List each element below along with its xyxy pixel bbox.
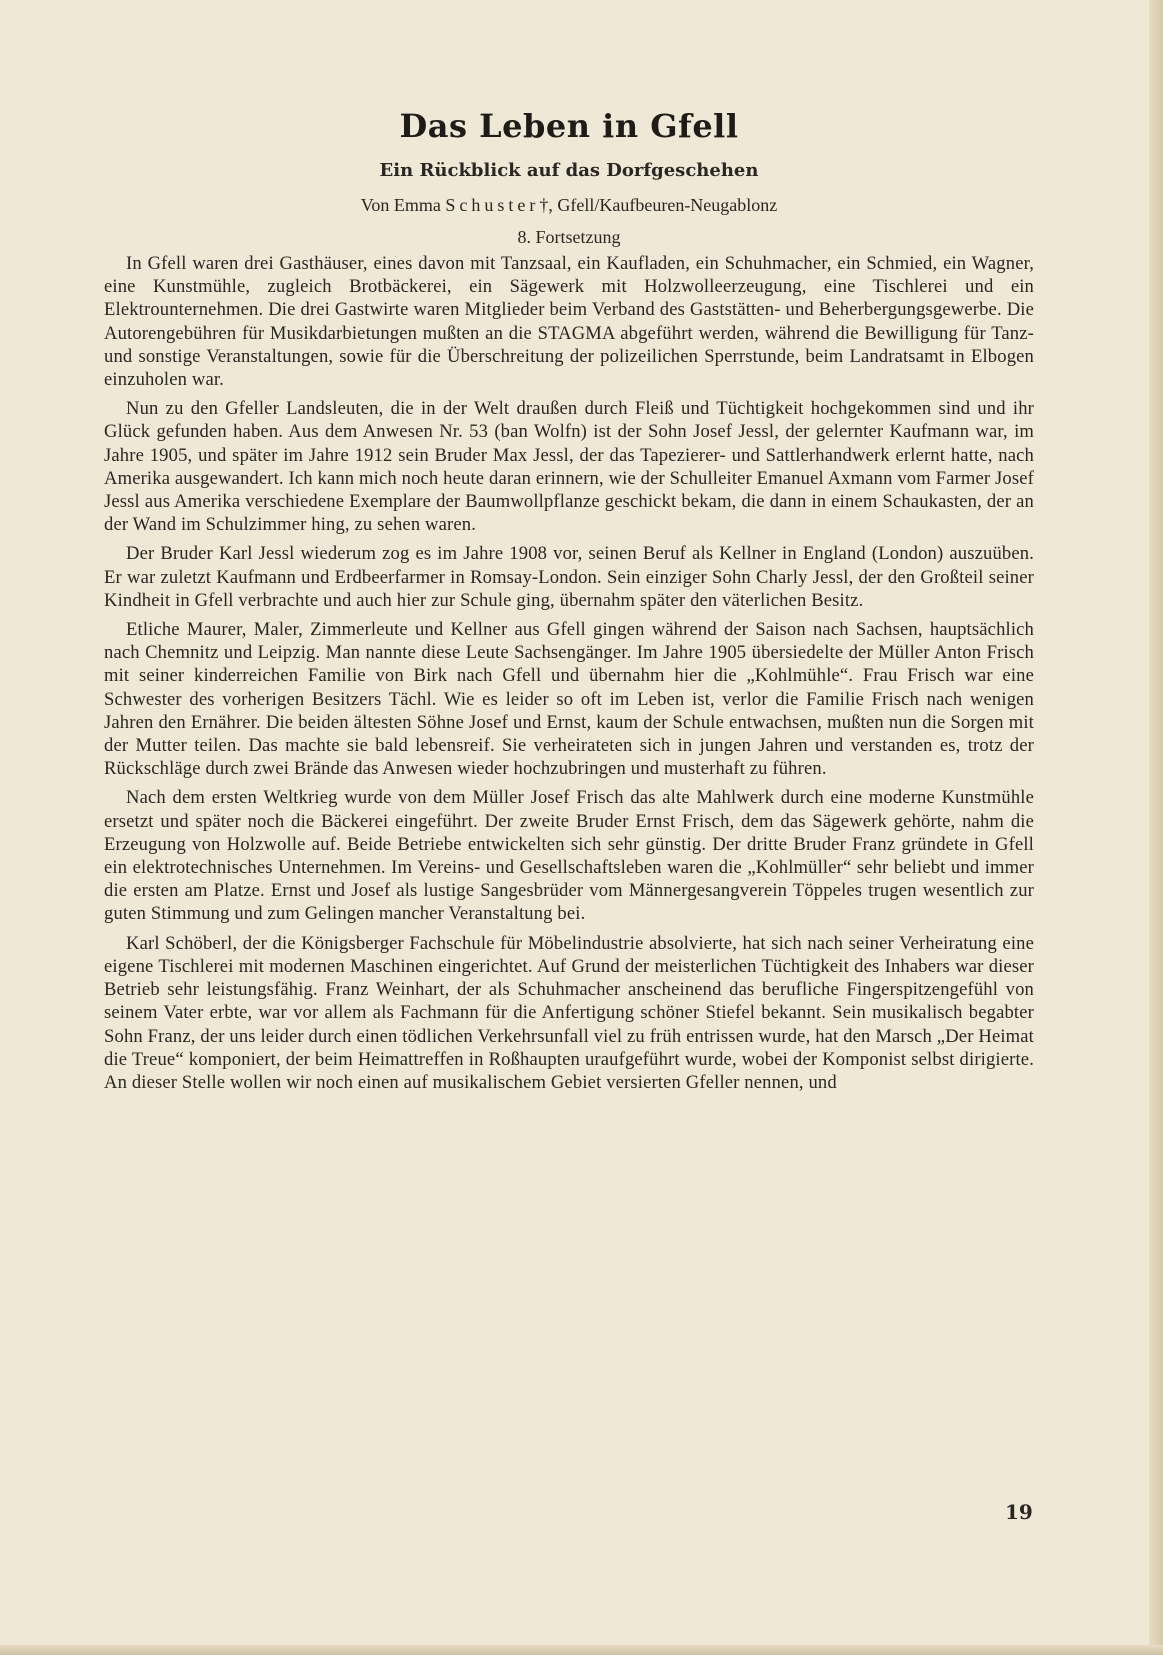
paragraph: Nun zu den Gfeller Landsleuten, die in der Welt draußen durch Fleiß und Tüchtigkeit hochgekommen sind und ihr Glück gefunden haben. Aus dem Anwesen Nr. 53 (ban Wolfn) ist der Sohn Josef Jessl, der gelernter Kaufmann war, im Jahre 1905, und später im Jahre 1912 sein Bruder Max Jessl, der das Tapezierer- und Sattlerhandwerk erlernt hatte, nach Amerika ausgewandert. Ich kann mich noch heute daran erinnern, wie der Schulleiter Emanuel Axmann vom Farmer Josef Jessl aus Amerika verschiedene Exemplare der Baumwollpflanze geschickt bekam, die dann in einem Schaukasten, der an der Wand im Schulzimmer hing, zu sehen waren. [104, 398, 1034, 536]
paragraph: Karl Schöberl, der die Königsberger Fachschule für Möbelindustrie absolvierte, hat sich nach seiner Verheiratung eine eigene Tischlerei mit modernen Maschinen eingerichtet. Auf Grund der meisterlichen Tüchtigkeit des Inhabers war dieser Betrieb sehr leistungsfähig. Franz Weinhart, der als Schuhmacher anscheinend das berufliche Fingerspitzengefühl von seinem Vater erbte, war vor allem als Fachmann für die Anfertigung schöner Stiefel bekannt. Sein musikalisch begabter Sohn Franz, der uns leider durch einen tödlichen Verkehrsunfall viel zu früh entrissen wurde, hat den Marsch „Der Heimat die Treue“ komponiert, der beim Heimattreffen in Roßhaupten uraufgeführt wurde, wobei der Komponist selbst dirigierte. An dieser Stelle wollen wir noch einen auf musikalischem Gebiet versierten Gfeller nennen, und [104, 932, 1034, 1093]
byline-prefix: Von Emma [360, 195, 441, 215]
article-body [104, 252, 1034, 1094]
page-title: Das Leben in Gfell [399, 107, 739, 145]
paragraph: Der Bruder Karl Jessl wiederum zog es im Jahre 1908 vor, seinen Beruf als Kellner in England (London) auszuüben. Er war zuletzt Kaufmann und Erdbeerfarmer in Romsay-London. Sein einziger Sohn Charly Jessl, der den Großteil seiner Kindheit in Gfell verbrachte und auch hier zur Schule ging, übernahm später den väterlichen Besitz. [104, 543, 1034, 611]
installment-label: 8. Fortsetzung [517, 227, 621, 247]
page-content [104, 102, 1034, 1100]
page-number: 19 [1005, 1500, 1033, 1524]
byline-suffix: †, Gfell/Kaufbeuren-Neugablonz [539, 195, 778, 215]
paragraph: Etliche Maurer, Maler, Zimmerleute und Kellner aus Gfell gingen während der Saison nach Sachsen, hauptsächlich nach Chemnitz und Leipzig. Man nannte diese Leute Sachsengänger. Im Jahre 1905 übersiedelte der Müller Anton Frisch mit seiner kinderreichen Familie von Birk nach Gfell und übernahm hier die „Kohlmühle“. Frau Frisch war eine Schwester des vorherigen Besitzers Tächl. Wie es leider so oft im Leben ist, verlor die Familie Frisch nach wenigen Jahren den Ernährer. Die beiden ältesten Söhne Josef und Ernst, kaum der Schule entwachsen, mußten nun die Sorgen mit der Mutter teilen. Das machte sie bald lebensreif. Sie verheirateten sich in jungen Jahren und verstanden es, trotz der Rückschläge durch zwei Brände das Anwesen wieder hochzubringen und musterhaft zu führen. [104, 619, 1034, 780]
page-edge-bottom [0, 1645, 1163, 1655]
subtitle: Ein Rückblick auf das Dorfgeschehen [379, 160, 759, 181]
paragraph: Nach dem ersten Weltkrieg wurde von dem Müller Josef Frisch das alte Mahlwerk durch eine moderne Kunstmühle ersetzt und später noch die Bäckerei eingeführt. Der zweite Bruder Ernst Frisch, dem das Sägewerk gehörte, nahm die Erzeugung von Holzwolle auf. Beide Betriebe entwickelten sich sehr günstig. Der dritte Bruder Franz gründete in Gfell ein elektrotechnisches Unternehmen. Im Vereins- und Gesellschaftsleben waren die „Kohlmüller“ sehr beliebt und immer die ersten am Platze. Ernst und Josef als lustige Sangesbrüder vom Männergesangverein Töppeles trugen wesentlich zur guten Stimmung und zum Gelingen mancher Veranstaltung bei. [104, 787, 1034, 925]
author-name: Schuster [445, 195, 540, 215]
page-edge [1149, 0, 1163, 1655]
byline [104, 190, 1034, 220]
paragraph: In Gfell waren drei Gasthäuser, eines davon mit Tanzsaal, ein Kaufladen, ein Schuhmacher, ein Schmied, ein Wagner, eine Kunstmühle, zugleich Brotbäckerei, ein Sägewerk mit Holzwolleerzeugung, eine Tischlerei und ein Elektrounternehmen. Die drei Gastwirte waren Mitglieder beim Verband des Gaststätten- und Beherbergungsgewerbe. Die Autorengebühren für Musikdarbietungen mußten an die STAGMA abgeführt werden, während die Bewilligung für Tanz- und sonstige Veranstaltungen, sowie für die Überschreitung der polizeilichen Sperrstunde, beim Landratsamt in Elbogen einzuholen war. [104, 253, 1034, 391]
